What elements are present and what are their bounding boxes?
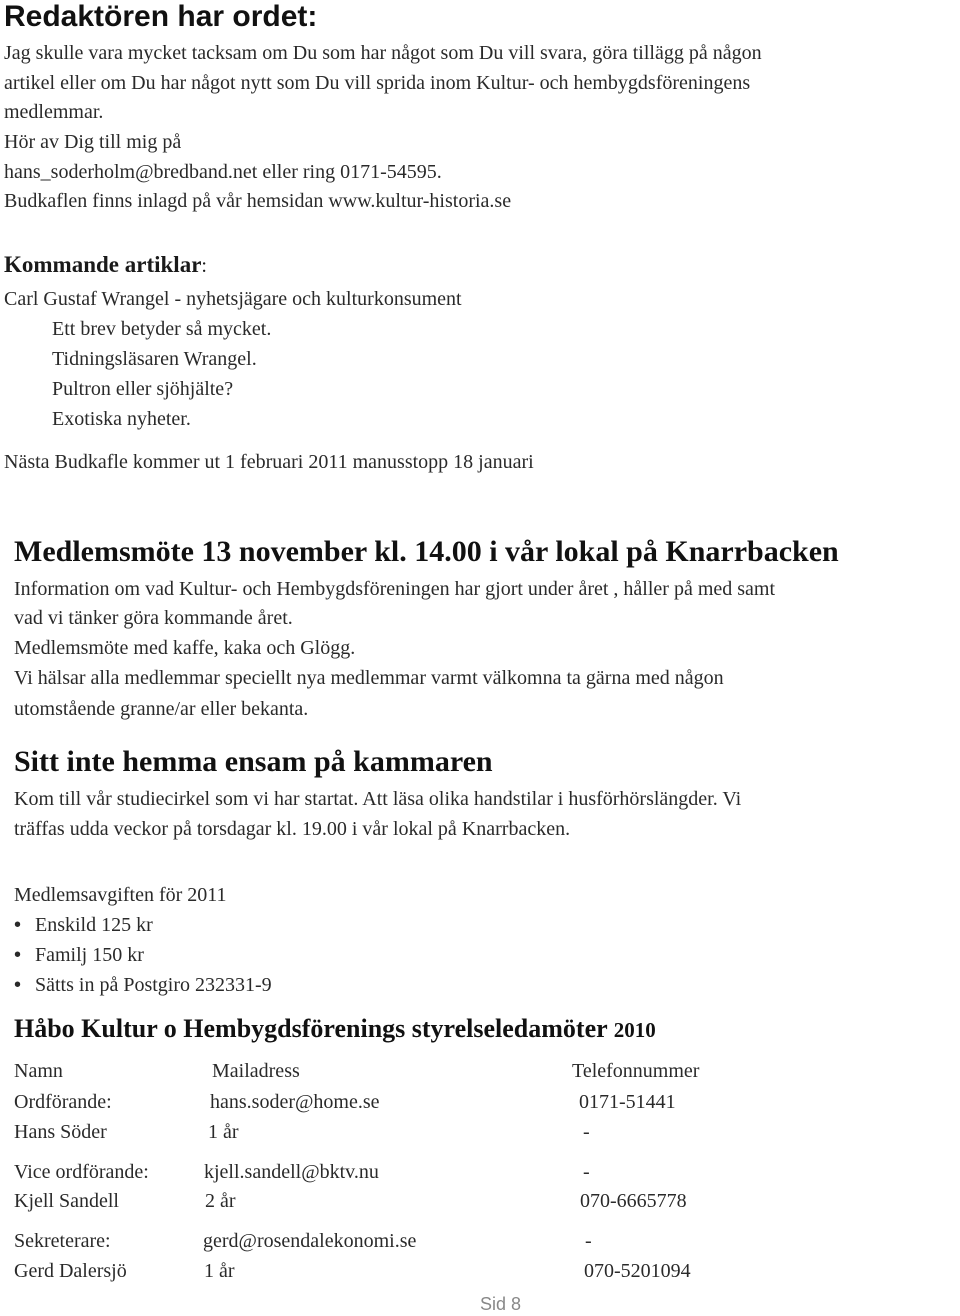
- board-cell: -: [585, 1230, 592, 1252]
- editor-contact-line: hans_soderholm@bredband.net eller ring 0171-54595.: [4, 161, 442, 183]
- board-cell: 070-6665778: [580, 1190, 687, 1212]
- meeting-line: Vi hälsar alla medlemmar speciellt nya medlemmar varmt välkomna ta gärna med någon: [14, 667, 724, 689]
- board-cell: kjell.sandell@bktv.nu: [204, 1161, 379, 1183]
- meeting-line: Information om vad Kultur- och Hembygdsföreningen har gjort under året , håller på med samt: [14, 578, 776, 600]
- board-cell: Vice ordförande:: [14, 1161, 149, 1183]
- meeting-line: vad vi tänker göra kommande året.: [14, 607, 293, 629]
- fee-item: [14, 914, 153, 937]
- editor-line: Hör av Dig till mig på: [4, 131, 182, 153]
- board-cell: Gerd Dalersjö: [14, 1260, 127, 1282]
- circle-heading: Sitt inte hemma ensam på kammaren: [14, 745, 493, 778]
- board-heading: [14, 1014, 656, 1044]
- fee-item-label: Familj 150 kr: [35, 944, 144, 966]
- fee-item: [14, 944, 144, 967]
- board-cell: 1 år: [208, 1121, 239, 1143]
- board-cell: Kjell Sandell: [14, 1190, 119, 1212]
- circle-line: Kom till vår studiecirkel som vi har startat. Att läsa olika handstilar i husförhörslängder. Vi: [14, 788, 742, 810]
- upcoming-item: Tidningsläsaren Wrangel.: [52, 348, 257, 370]
- circle-line: träffas udda veckor på torsdagar kl. 19.00 i vår lokal på Knarrbacken.: [14, 818, 571, 840]
- bullet-icon: •: [14, 914, 22, 936]
- board-heading-year: 2010: [613, 1018, 656, 1042]
- next-issue-line: Nästa Budkafle kommer ut 1 februari 2011 manusstopp 18 januari: [4, 451, 534, 473]
- board-cell: hans.soder@home.se: [210, 1091, 380, 1113]
- upcoming-heading: [4, 252, 207, 278]
- page-number: Sid 8: [480, 1294, 522, 1314]
- upcoming-heading-text: Kommande artiklar: [4, 252, 202, 277]
- board-cell: Hans Söder: [14, 1121, 107, 1143]
- board-cell: 0171-51441: [579, 1091, 676, 1113]
- upcoming-item: Ett brev betyder så mycket.: [52, 318, 272, 340]
- board-cell: 1 år: [204, 1260, 235, 1282]
- board-cell: gerd@rosendalekonomi.se: [203, 1230, 417, 1252]
- fee-item-label: Enskild 125 kr: [35, 914, 153, 936]
- editor-line: medlemmar.: [4, 101, 104, 123]
- board-cell: 2 år: [205, 1190, 236, 1212]
- editor-title: Redaktören har ordet:: [4, 0, 318, 33]
- bullet-icon: •: [14, 944, 22, 966]
- upcoming-item: Exotiska nyheter.: [52, 408, 191, 430]
- editor-line: artikel eller om Du har något nytt som Du vill sprida inom Kultur- och hembygdsföreningens: [4, 72, 751, 94]
- board-header-mail: Mailadress: [212, 1060, 300, 1082]
- meeting-line: utomstående granne/ar eller bekanta.: [14, 698, 309, 720]
- fee-item-label: Sätts in på Postgiro 232331-9: [35, 974, 272, 996]
- board-heading-text: Håbo Kultur o Hembygdsförenings styrelseledamöter: [14, 1014, 608, 1043]
- upcoming-heading-colon: :: [201, 255, 207, 277]
- board-cell: 070-5201094: [584, 1260, 691, 1282]
- board-cell: -: [583, 1121, 590, 1143]
- bullet-icon: •: [14, 974, 22, 996]
- board-cell: Sekreterare:: [14, 1230, 111, 1252]
- board-header-phone: Telefonnummer: [572, 1060, 700, 1082]
- meeting-heading: Medlemsmöte 13 november kl. 14.00 i vår lokal på Knarrbacken: [14, 535, 839, 568]
- board-cell: -: [583, 1161, 590, 1183]
- fees-heading: Medlemsavgiften för 2011: [14, 884, 227, 906]
- board-header-name: Namn: [14, 1060, 63, 1082]
- meeting-line: Medlemsmöte med kaffe, kaka och Glögg.: [14, 637, 356, 659]
- board-cell: Ordförande:: [14, 1091, 112, 1113]
- fee-item: [14, 974, 272, 997]
- upcoming-author-line: Carl Gustaf Wrangel - nyhetsjägare och kulturkonsument: [4, 288, 462, 310]
- editor-website-line: Budkaflen finns inlagd på vår hemsidan www.kultur-historia.se: [4, 190, 512, 212]
- upcoming-item: Pultron eller sjöhjälte?: [52, 378, 234, 400]
- editor-line: Jag skulle vara mycket tacksam om Du som har något som Du vill svara, göra tillägg på någon: [4, 42, 762, 64]
